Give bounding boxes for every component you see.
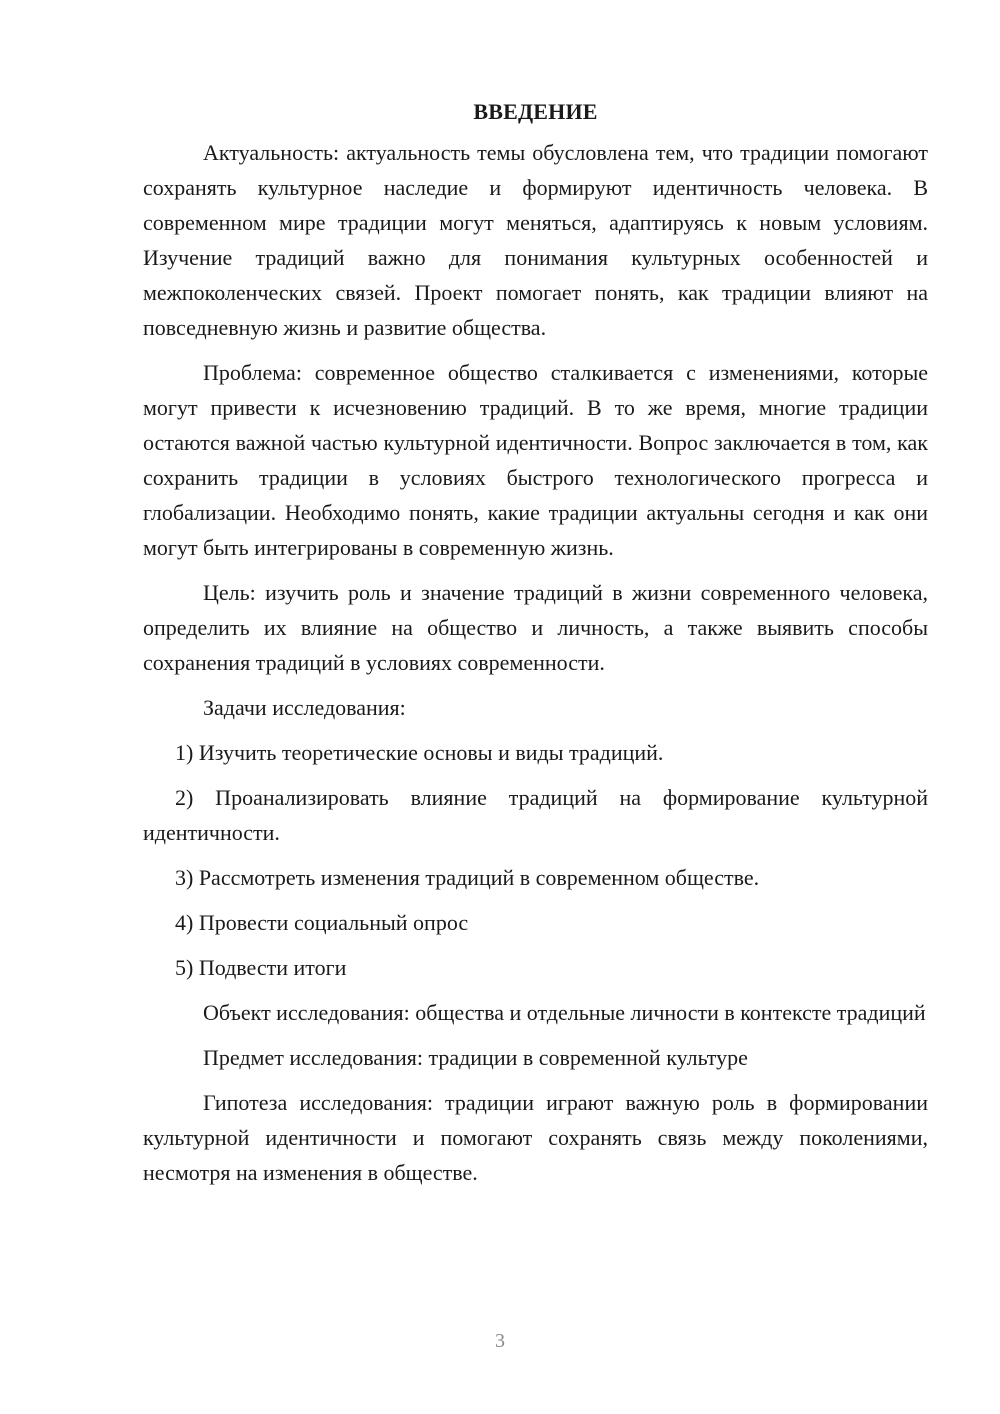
task-item-1: 1) Изучить теоретические основы и виды традиций.: [175, 740, 664, 765]
task-item-4: 4) Провести социальный опрос: [175, 910, 469, 935]
research-object-paragraph: Объект исследования: общества и отдельные личности в контексте традиций: [203, 1000, 926, 1025]
task-item-2: 2) Проанализировать влияние традиций на формирование культурной идентичности.: [143, 785, 928, 845]
relevance-paragraph: Актуальность: актуальность темы обусловлена тем, что традиции помогают сохранять культурное наследие и формируют идентичность человека. В современном мире традиции могут меняться, адаптируясь к новым условиям. Изучение традиций важно для понимания культурных особенностей и межпоколенческих связей. Проект помогает понять, как традиции влияют на повседневную жизнь и развитие общества.: [143, 140, 928, 340]
hypothesis-paragraph: Гипотеза исследования: традиции играют важную роль в формировании культурной идентичности и помогают сохранять связь между поколениями, несмотря на изменения в обществе.: [143, 1090, 928, 1185]
page-number: 3: [495, 1330, 505, 1352]
tasks-heading: Задачи исследования:: [203, 695, 406, 720]
task-item-3: 3) Рассмотреть изменения традиций в современном обществе.: [175, 865, 760, 890]
problem-paragraph: Проблема: современное общество сталкивается с изменениями, которые могут привести к исчезновению традиций. В то же время, многие традиции остаются важной частью культурной идентичности. Вопрос заключается в том, как сохранить традиции в условиях быстрого технологического прогресса и глобализации. Необходимо понять, какие традиции актуальны сегодня и как они могут быть интегрированы в современную жизнь.: [143, 360, 928, 560]
research-subject-paragraph: Предмет исследования: традиции в современной культуре: [203, 1045, 748, 1070]
document-page: [143, 94, 928, 1200]
task-item-5: 5) Подвести итоги: [175, 955, 347, 980]
goal-paragraph: Цель: изучить роль и значение традиций в жизни современного человека, определить их влияние на общество и личность, а также выявить способы сохранения традиций в условиях современности.: [143, 580, 928, 675]
document-title: ВВЕДЕНИЕ: [473, 99, 598, 124]
